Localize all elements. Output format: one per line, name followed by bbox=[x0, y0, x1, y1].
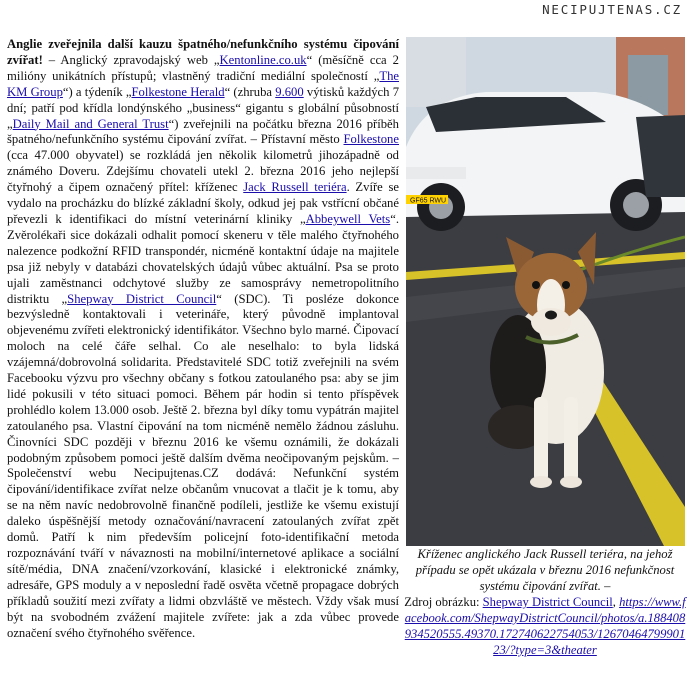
article-text: “ (SDC). Ti posléze dokonce bezvýsledně kontaktovali i veterináře, který původně implantoval objevenému zvířeti elektronický identifikátor. Všechno bylo marné. Čipovací moloch na celé čáře selhal. Co ale neselhalo: to byla lidská vzájemná/dobrovolná solidarita. Představitelé SDC totiž zveřejnili na svém Facebooku výzvu pro všechny občany s fotkou zatoulaného psa: aby se jim lidé pokusili v této situaci pomoci. Během pár hodin si tento příspěvek prohlédlo kolem 13.000 osob. Ještě 2. března byl díky tomu vypátrán majitel zatoulaného psa. Vlastní čipování na tom nicméně nemělo žádnou zásluhu. Činovníci SDC později v březnu 2016 ke všemu oznámili, že dokázali podobným způsobem pomoci ještě dalším dvěma neočipovaným pejskům. – Společenství webu Necipujtenas.CZ dodává: Nefunkční systém čipování/identifikace zvířat nelze občanům vnucovat a tlačit je k tomu, aby se na něm navíc nedobrovolně finančně podíleli, jestliže ke všemu existují daleko úspěšnější metody označování/navracení zatoulaných zvířat zpět domů. Patří k nim především policejní foto-identifikační metoda rozpoznávání tváří v návaznosti na mobilní/internetové aplikace a sociální sítě/média, DNA značení/vzorkování, klasické i elektronické známky, adresáře, GPS moduly a v neposlední řadě osvěta včetně propagace dobrých příkladů soužití mezi zvířaty a lidmi obzvláště ve městech. Vždy však musí být na svobodném zvážení majitele zvířete: jak a zda vůbec provede označení svého čtyřnohého svěřence. bbox=[7, 291, 399, 640]
photo-plate: GF65 RWU bbox=[410, 197, 447, 205]
article-text: “. Zvěrolékaři sice dokázali odhalit pomocí skeneru v těle malého čtyřnohého nalezence podkožní RFID transpondér, nicméně kontaktní údaje na majitele psa již nebyly v databázi chovatelských údajů vůbec aktuální. Psa se proto ujali zaměstnanci odchytové služby ze samosprávy nemetropolitního distriktu „ bbox=[7, 211, 399, 306]
link-circulation[interactable]: 9.600 bbox=[275, 84, 304, 99]
link-km-group[interactable]: The KM Group bbox=[7, 68, 399, 99]
article-text: “) a týdeník „ bbox=[62, 84, 132, 99]
link-jack-russell[interactable]: Jack Russell teriéra bbox=[243, 180, 347, 195]
caption-source-label: Zdroj obrázku: bbox=[404, 595, 483, 609]
caption-source-sep: , bbox=[612, 595, 616, 609]
site-header: NECIPUJTENAS.CZ bbox=[542, 2, 682, 17]
link-kentonline[interactable]: Kentonline.co.uk bbox=[219, 52, 307, 67]
article-text: . Zvíře se vydalo na procházku do blízké základní školy, odkud jej pak vstřícní občané převezli k identifikaci do místní veterinární kliniky „ bbox=[7, 180, 400, 226]
article-text: – Anglický zpravodajský web „ bbox=[42, 52, 220, 67]
link-shepway[interactable]: Shepway District Council bbox=[67, 291, 217, 306]
link-folkestone-herald[interactable]: Folkestone Herald bbox=[131, 84, 225, 99]
link-abbeywell-vets[interactable]: Abbeywell Vets bbox=[305, 211, 391, 226]
caption-source-link[interactable]: Shepway District Council bbox=[482, 595, 613, 609]
caption-url-link[interactable]: https://www.facebook.com/ShepwayDistrictCouncil/photos/a.188408934520555.49370.172740622754053/1267046479990123/?type=3&theater bbox=[404, 595, 686, 657]
article-paragraph bbox=[7, 37, 399, 641]
article-text: (cca 47.000 obyvatel) se rozkládá jen několik kilometrů jihozápadně od známého Doveru. Zdejšímu chovateli utekl 2. března 2016 jeho nejlepší čtyřnohý a čipem označený přítel: kříženec bbox=[7, 148, 399, 195]
article-body bbox=[7, 37, 399, 641]
photo-dog-icon bbox=[406, 37, 685, 546]
article-text: “ (zhruba bbox=[224, 84, 276, 99]
caption-text: Kříženec anglického Jack Russell teriéra, na jehož případu se opět ukázala v březnu 2016 nefunkčnost systému čipování zvířat. – bbox=[415, 547, 675, 593]
article-headline: Anglie zveřejnila další kauzu špatného/nefunkčního systému čipování zvířat! bbox=[7, 37, 399, 67]
link-daily-mail[interactable]: Daily Mail and General Trust bbox=[12, 116, 169, 131]
article-text: “) zveřejnili na počátku března 2016 příběh špatného/nefunkčního systému čipování zvířat. – Přístavní město bbox=[7, 116, 399, 147]
photo-caption bbox=[404, 546, 686, 658]
article-text: výtisků každých 7 dní; patří pod křídla londýnského „business“ gigantu s globální působností „ bbox=[7, 84, 400, 131]
article-text: “ (měsíčně cca 2 milióny unikátních přístupů; vlastněný tradiční mediální společností „ bbox=[7, 52, 399, 83]
link-folkestone[interactable]: Folkestone bbox=[343, 132, 399, 147]
article-photo bbox=[406, 37, 685, 546]
